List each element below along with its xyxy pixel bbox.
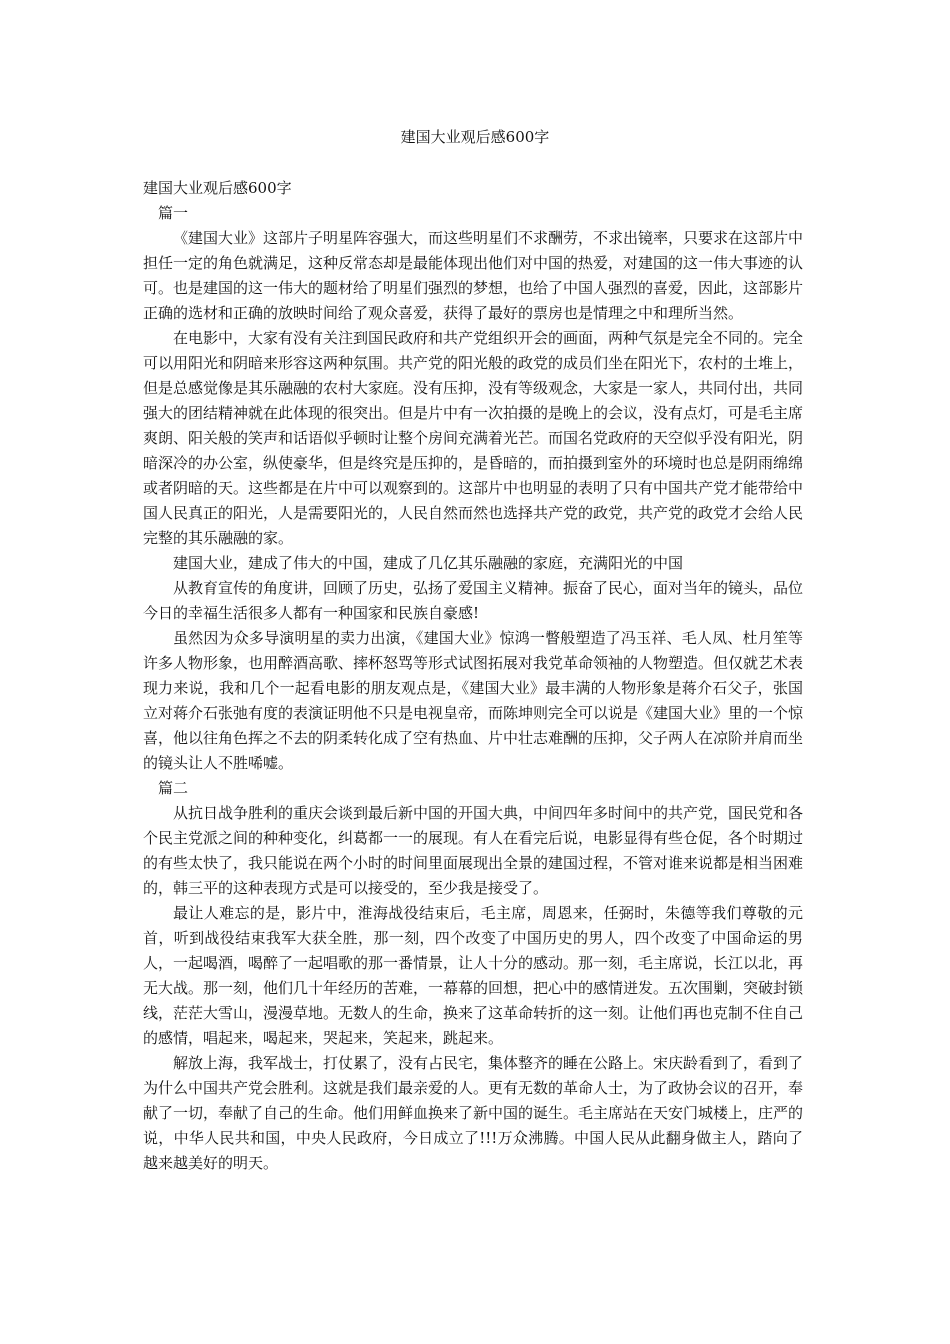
paragraph: 从教育宣传的角度讲，回顾了历史，弘扬了爱国主义精神。振奋了民心，面对当年的镜头，品位今日的幸福生活很多人都有一种国家和民族自豪感! — [143, 579, 804, 622]
section-label-2: 篇二 — [158, 779, 189, 797]
paragraph: 最让人难忘的是，影片中，淮海战役结束后，毛主席，周恩来，任弼时，朱德等我们尊敬的元首，听到战役结束我军大获全胜，那一刻，四个改变了中国历史的男人，四个改变了中国命运的男人，一起喝酒，喝醉了一起唱歌的那一番情景，让人十分的感动。那一刻，毛主席说，长江以北，再无大战。那一刻，他们几十年经历的苦难，一幕幕的回想，把心中的感情迸发。五次围剿，突破封锁线，茫茫大雪山，漫漫草地。无数人的生命，换来了这革命转折的这一刻。让他们再也克制不住自己的感情，唱起来，喝起来，哭起来，笑起来，跳起来。 — [143, 904, 804, 1047]
section-label-1: 篇一 — [158, 204, 189, 222]
paragraph: 在电影中，大家有没有关注到国民政府和共产党组织开会的画面，两种气氛是完全不同的。完全可以用阳光和阴暗来形容这两种氛围。共产党的阳光般的政党的成员们坐在阳光下，农村的土堆上，但是总感觉像是其乐融融的农村大家庭。没有压抑，没有等级观念，大家是一家人，共同付出，共同强大的团结精神就在此体现的很突出。但是片中有一次拍摄的是晚上的会议，没有点灯，可是毛主席爽朗、阳关般的笑声和话语似乎顿时让整个房间充满着光芒。而国名党政府的天空似乎没有阳光，阴暗深冷的办公室，纵使豪华，但是终究是压抑的，是昏暗的，而拍摄到室外的环境时也总是阴雨绵绵或者阴暗的天。这些都是在片中可以观察到的。这部片中也明显的表明了只有中国共产党才能带给中国人民真正的阳光，人是需要阳光的，人民自然而然也选择共产党的政党，共产党的政党才会给人民完整的其乐融融的家。 — [143, 329, 804, 547]
paragraph: 建国大业，建成了伟大的中国，建成了几亿其乐融融的家庭，充满阳光的中国 — [173, 554, 684, 572]
paragraph: 《建国大业》这部片子明星阵容强大，而这些明星们不求酬劳，不求出镜率，只要求在这部片中担任一定的角色就满足，这种反常态却是最能体现出他们对中国的热爱，对建国的这一伟大事迹的认可。也是建国的这一伟大的题材给了明星们强烈的梦想，也给了中国人强烈的喜爱，因此，这部影片正确的选材和正确的放映时间给了观众喜爱，获得了最好的票房也是情理之中和理所当然。 — [143, 229, 804, 322]
paragraph: 解放上海，我军战士，打仗累了，没有占民宅，集体整齐的睡在公路上。宋庆龄看到了，看到了为什么中国共产党会胜利。这就是我们最亲爱的人。更有无数的革命人士，为了政协会议的召开，奉献了一切，奉献了自己的生命。他们用鲜血换来了新中国的诞生。毛主席站在天安门城楼上，庄严的说，中华人民共和国，中央人民政府，今日成立了!!!万众沸腾。中国人民从此翻身做主人，踏向了越来越美好的明天。 — [143, 1054, 804, 1172]
paragraph: 从抗日战争胜利的重庆会谈到最后新中国的开国大典，中间四年多时间中的共产党，国民党和各个民主党派之间的种种变化，纠葛都一一的展现。有人在看完后说，电影显得有些仓促，各个时期过的有些太快了，我只能说在两个小时的时间里面展现出全景的建国过程，不管对谁来说都是相当困难的，韩三平的这种表现方式是可以接受的，至少我是接受了。 — [143, 804, 804, 897]
paragraph: 虽然因为众多导演明星的卖力出演，《建国大业》惊鸿一瞥般塑造了冯玉祥、毛人凤、杜月笙等许多人物形象，也用醉酒高歌、摔杯怒骂等形式试图拓展对我党革命领袖的人物塑造。但仅就艺术表现力来说，我和几个一起看电影的朋友观点是，《建国大业》最丰满的人物形象是蒋介石父子，张国立对蒋介石张弛有度的表演证明他不只是电视皇帝，而陈坤则完全可以说是《建国大业》里的一个惊喜，他以往角色挥之不去的阴柔转化成了空有热血、片中壮志难酬的压抑，父子两人在凉阶并肩而坐的镜头让人不胜唏嘘。 — [143, 629, 804, 772]
document-body — [143, 176, 803, 1176]
document-title: 建国大业观后感600字 — [400, 128, 550, 146]
body-heading: 建国大业观后感600字 — [143, 179, 292, 197]
